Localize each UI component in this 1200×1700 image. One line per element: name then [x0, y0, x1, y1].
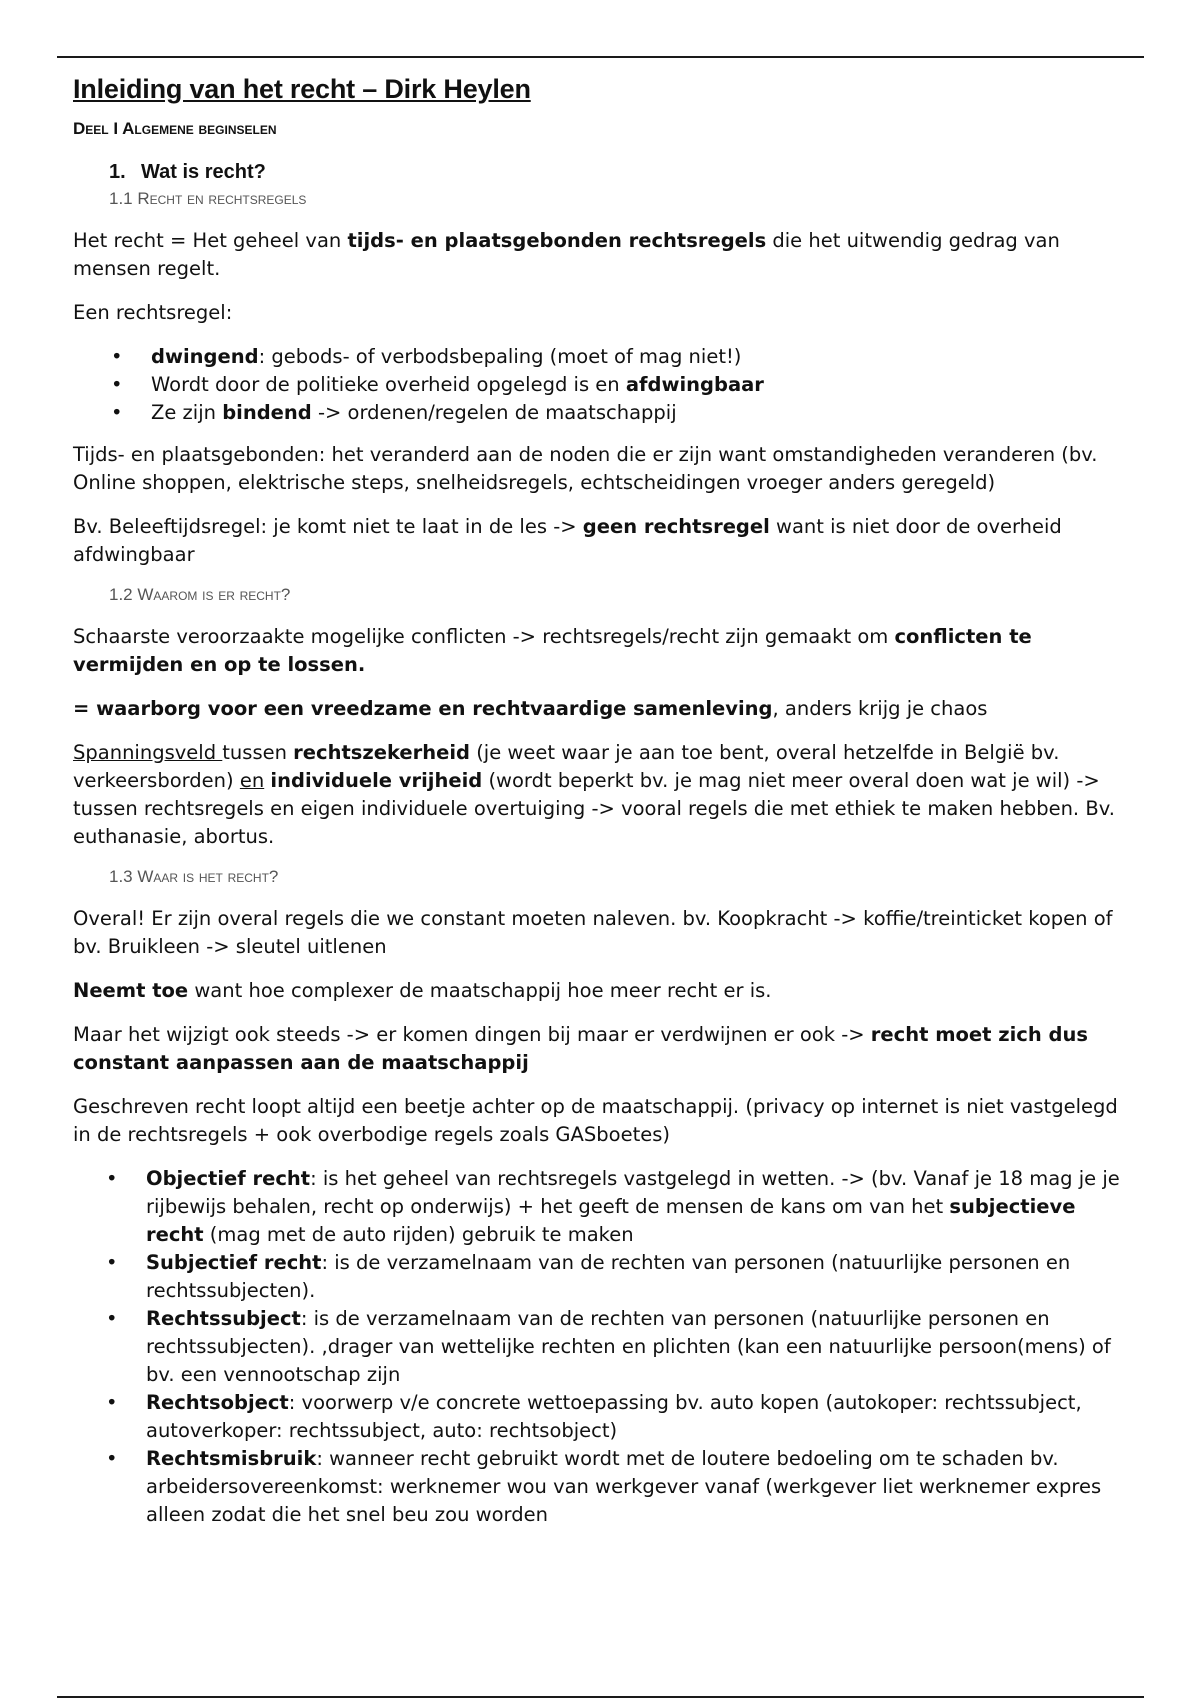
paragraph: Een rechtsregel:: [73, 301, 233, 324]
bold-text: Neemt toe: [73, 979, 189, 1002]
text: : voorwerp v/e concrete wettoepassing bv. auto kopen (autokoper: rechtssubject, autoverkoper: rechtssubject, auto: rechtsobject): [146, 1391, 1082, 1442]
paragraph: Tijds- en plaatsgebonden: het veranderd aan de noden die er zijn want omstandigheden veranderen (bv. Online shoppen, elektrische steps, snelheidsregels, echtscheidingen vroeger anders geregeld): [73, 443, 1098, 494]
section-heading-1-1: 1.1 Recht en rechtsregels: [109, 189, 307, 208]
bold-text: tijds- en plaatsgebonden rechtsregels: [347, 229, 767, 252]
text: Schaarste veroorzaakte mogelijke conflicten -> rechtsregels/recht zijn gemaakt om: [73, 625, 895, 648]
bold-text: recht moet zich dus constant aanpassen aan de maatschappij: [73, 1023, 1088, 1074]
text: : gebods- of verbodsbepaling (moet of mag niet!): [258, 345, 742, 368]
list-item: [73, 1389, 1133, 1445]
footer-rule: [57, 1696, 1144, 1698]
text: : is het geheel van rechtsregels vastgelegd in wetten. -> (bv. Vanaf je 18 mag je je rijbewijs behalen, recht op onderwijs) + het geeft de mensen de kans om van het: [146, 1167, 1120, 1218]
text: : is de verzamelnaam van de rechten van personen (natuurlijke personen en rechtssubjecten).: [146, 1251, 1071, 1302]
chapter-title: Wat is recht?: [141, 161, 266, 183]
paragraph: [73, 695, 1133, 723]
text: Wordt door de politieke overheid opgelegd is en: [151, 373, 626, 396]
paragraph: Overal! Er zijn overal regels die we constant moeten naleven. bv. Koopkracht -> koffie/treinticket kopen of bv. Bruikleen -> sleutel uitlenen: [73, 907, 1113, 958]
text: want hoe complexer de maatschappij hoe meer recht er is.: [188, 979, 772, 1002]
section-heading-1-3: 1.3 Waar is het recht?: [109, 867, 279, 886]
text: , anders krijg je chaos: [772, 697, 988, 720]
list-item: [73, 343, 1133, 371]
text: (mag met de auto rijden) gebruik te maken: [203, 1223, 634, 1246]
text: -> ordenen/regelen de maatschappij: [311, 401, 677, 424]
paragraph: [73, 227, 1133, 283]
header-rule: [57, 56, 1144, 58]
paragraph: [73, 623, 1133, 679]
bold-text: Rechtsmisbruik: [146, 1447, 317, 1470]
text: (je weet waar je aan toe bent, overal hetzelfde in België bv. verkeersborden): [73, 741, 1060, 792]
text: Bv. Beleeftijdsregel: je komt niet te laat in de les ->: [73, 515, 583, 538]
bold-text: Subjectief recht: [146, 1251, 322, 1274]
text: : wanneer recht gebruikt wordt met de loutere bedoeling om te schaden bv. arbeidersovereenkomst: werknemer wou van werkgever vanaf (werkgever liet werknemer expres alleen zodat die het snel beu zou worden: [146, 1447, 1102, 1526]
bold-text: = waarborg voor een vreedzame en rechtvaardige samenleving: [73, 697, 773, 720]
list-item: [73, 399, 1133, 427]
document-title: Inleiding van het recht – Dirk Heylen: [73, 74, 531, 104]
list-item: [73, 1445, 1133, 1529]
bullet-list: [73, 1165, 1133, 1529]
paragraph: [73, 1021, 1133, 1077]
list-item: [73, 1165, 1133, 1249]
text: want is niet door de overheid afdwingbaar: [73, 515, 1062, 566]
list-item: [73, 1305, 1133, 1389]
paragraph: Geschreven recht loopt altijd een beetje achter op de maatschappij. (privacy op internet is niet vastgelegd in de rechtsregels + ook overbodige regels zoals GASboetes): [73, 1095, 1118, 1146]
text: Ze zijn: [151, 401, 223, 424]
bold-text: Rechtssubject: [146, 1307, 301, 1330]
bold-text: rechtszekerheid: [293, 741, 470, 764]
paragraph: [73, 513, 1133, 569]
part-heading: Deel I Algemene beginselen: [73, 119, 277, 138]
list-item: [73, 371, 1133, 399]
text: die het uitwendig gedrag van mensen regelt.: [73, 229, 1060, 280]
section-heading-1-2: 1.2 Waarom is er recht?: [109, 585, 291, 604]
text: Maar het wijzigt ook steeds -> er komen dingen bij maar er verdwijnen er ook ->: [73, 1023, 871, 1046]
document-page: [73, 74, 1133, 1543]
text: Het recht = Het geheel van: [73, 229, 348, 252]
bold-text: individuele vrijheid: [270, 769, 483, 792]
bold-text: subjectieve recht: [146, 1195, 1076, 1246]
bold-text: Objectief recht: [146, 1167, 311, 1190]
underlined-text: en: [239, 769, 265, 792]
bullet-list: [73, 343, 1133, 427]
text: (wordt beperkt bv. je mag niet meer overal doen wat je wil) -> tussen rechtsregels en eigen individuele overtuiging -> vooral regels die met ethiek te maken hebben. Bv. euthanasie, abortus.: [73, 769, 1115, 848]
list-item: [73, 1249, 1133, 1305]
bold-text: Rechtsobject: [146, 1391, 289, 1414]
paragraph: [73, 977, 1133, 1005]
underlined-text: Spanningsveld: [73, 741, 223, 764]
bold-text: geen rechtsregel: [582, 515, 770, 538]
bold-text: conflicten te vermijden en op te lossen.: [73, 625, 1032, 676]
bold-text: dwingend: [151, 345, 259, 368]
text: tussen: [222, 741, 294, 764]
chapter-number: 1.: [109, 161, 126, 183]
chapter-heading: [109, 161, 1133, 184]
bold-text: afdwingbaar: [625, 373, 764, 396]
bold-text: bindend: [222, 401, 312, 424]
text: : is de verzamelnaam van de rechten van personen (natuurlijke personen en rechtssubjecten). ,drager van wettelijke rechten en plichten (kan een natuurlijke persoon(mens) of bv. een vennootschap zijn: [146, 1307, 1111, 1386]
paragraph: [73, 739, 1133, 851]
